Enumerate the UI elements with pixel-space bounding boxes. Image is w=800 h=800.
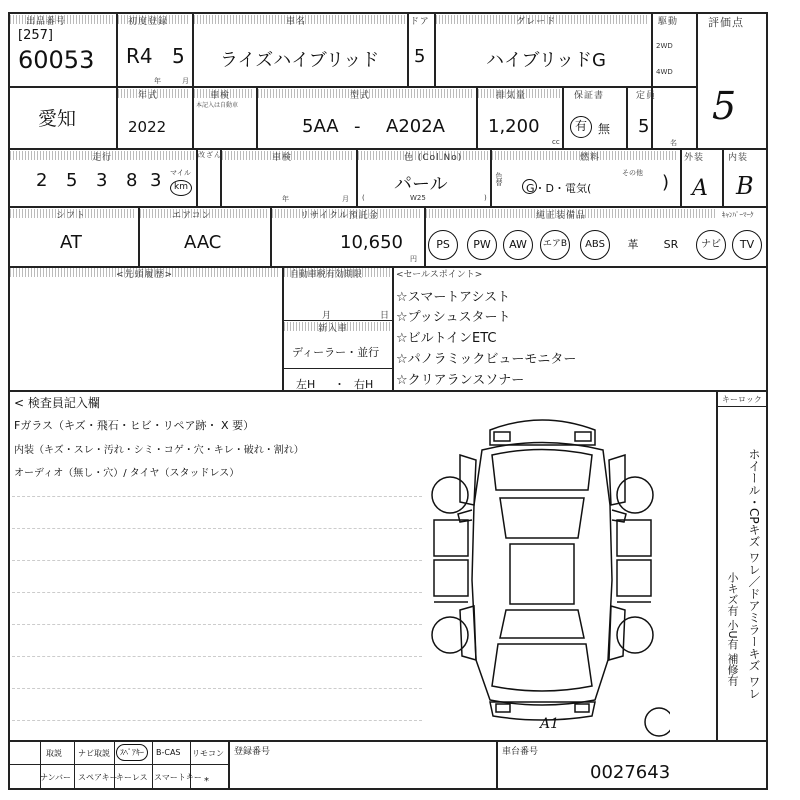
grade-header: グレード (516, 17, 557, 27)
inspector-line-audio: オーディオ（無し・穴）/ タイヤ（スタッドレス） (14, 468, 240, 479)
aircon-header: エアコン (172, 211, 212, 221)
inspector-line-glass: Fガラス（キズ・飛石・ヒビ・リペア跡・ X 要） (14, 419, 255, 432)
displacement-value: 1,200 (488, 116, 540, 137)
hline (8, 764, 228, 765)
drive-header: 駆動 (658, 17, 679, 27)
type-prefix: 5AA (302, 116, 339, 137)
handle-right: 右H (354, 378, 374, 391)
recycle-value: 10,650 (340, 232, 403, 253)
handle-left: 左H (296, 378, 316, 391)
inspection-header: 車検 (210, 91, 231, 101)
color-change: 色替 (495, 172, 503, 186)
mileage-header: 走行 (92, 153, 113, 163)
tax-month: 月 (322, 311, 332, 321)
equipment-pw: PW (467, 230, 497, 260)
vline (626, 86, 628, 148)
sales-point-2: ☆プッシュスタート (396, 310, 511, 325)
equipment-airbag: エアB (540, 230, 570, 260)
equipment-leather: 革 (627, 238, 639, 251)
equipment-sr: SR (663, 238, 679, 251)
color-code: W25 (410, 194, 426, 202)
capacity-unit: 名 (670, 139, 677, 147)
border-left (8, 12, 10, 790)
car-damage-diagram (420, 410, 670, 740)
bottom-bcas: B-CAS (156, 748, 181, 757)
expiry-header: 車検 (272, 153, 293, 163)
row-line-3 (8, 206, 768, 208)
bottom-number: ナンバー (40, 773, 72, 782)
inspection-note: 本記入は自動車 (196, 102, 239, 109)
int-header: 内装 (728, 153, 749, 163)
bottom-smart-key: スマートキー (154, 773, 202, 782)
vline (392, 266, 394, 390)
model-year: 2022 (128, 118, 167, 136)
unit-km: km (170, 180, 192, 196)
mileage-digit-1: 2 (36, 170, 48, 191)
lot-prefix: [257] (18, 28, 53, 43)
handle-dot: ・ (334, 378, 345, 391)
vline (716, 390, 718, 740)
bottom-keyless: キーレス (116, 773, 148, 782)
vline (496, 740, 498, 790)
vline (696, 12, 698, 148)
first-reg-era: R4 (126, 44, 153, 68)
inspector-header: < 検査員記入欄 (14, 396, 100, 410)
inspector-line-interior: 内装（キズ・スレ・汚れ・シミ・コゲ・穴・キレ・破れ・割れ） (14, 445, 304, 456)
expiry-month: 月 (342, 195, 349, 203)
vline (407, 12, 409, 86)
equipment-aw: AW (503, 230, 533, 260)
warranty-header: 保証書 (574, 91, 605, 101)
dealer-value: ディーラー・並行 (292, 346, 380, 359)
sales-point-1: ☆スマートアシスト (396, 290, 511, 305)
vline (74, 740, 75, 790)
vline (722, 148, 724, 206)
doors-value: 5 (414, 46, 426, 67)
sales-point-3: ☆ビルトインETC (396, 331, 497, 346)
row-line-5 (8, 390, 768, 392)
equipment-header: 純正装備品 (536, 211, 587, 221)
type-code: A202A (386, 116, 445, 137)
displacement-header: 排気量 (496, 91, 527, 101)
vline (651, 12, 653, 148)
grade-value: ハイブリッドG (486, 50, 606, 71)
unit-mile: マイル (170, 169, 191, 177)
fuel-other: その他 (622, 169, 643, 177)
chassis-number: 0027643 (590, 762, 671, 783)
rewind-header: 改ざん (198, 151, 222, 159)
sales-point-5: ☆クリアランスソナー (396, 373, 525, 388)
score-value: 5 (712, 84, 737, 128)
doors-header: ドア (410, 17, 430, 27)
type-header: 型式 (350, 91, 371, 101)
fuel-close: ) (662, 172, 670, 193)
bottom-spare: スペアキー (78, 773, 118, 782)
bottom-navi-manual: ナビ取説 (78, 749, 110, 758)
mileage-digit-2: 5 (66, 170, 78, 191)
fuel-options: G・D・電気( (526, 182, 592, 195)
sales-points-header: <セールスポイント> (396, 270, 483, 280)
type-dash: - (354, 116, 361, 137)
row-line-2 (8, 148, 768, 150)
border-bottom (8, 788, 768, 790)
vline (152, 740, 153, 790)
keylock-header: キーロック (722, 395, 762, 404)
lot-number: 60053 (18, 46, 95, 74)
warranty-yes: 有 (570, 116, 592, 138)
color-paren-open: ( (362, 194, 365, 202)
vline (116, 12, 118, 148)
border-top (8, 12, 768, 14)
hline (282, 368, 392, 369)
score-header: 評価点 (708, 16, 744, 29)
car-name: ライズハイブリッド (220, 50, 380, 71)
vline (680, 148, 682, 206)
mileage-digit-5: 3 (150, 170, 162, 191)
cabin-header: ｷｬﾝﾊﾟｰﾏｰｸ (722, 211, 754, 219)
side-note-2: 小キズ有 小U有 補修有 (726, 572, 739, 687)
fuel-header: 燃料 (580, 153, 601, 163)
equipment-tv: TV (732, 230, 762, 260)
shift-value: AT (60, 232, 82, 253)
equipment-navi: ナビ (696, 230, 726, 260)
vline (228, 740, 230, 790)
shift-header: シフト (56, 211, 87, 221)
border-right (766, 12, 768, 790)
diagram-mark: A1 (540, 716, 560, 732)
car-name-header: 車名 (286, 17, 307, 27)
hline (716, 406, 768, 407)
location: 愛知 (38, 108, 77, 130)
int-score: B (736, 172, 754, 200)
color-name: パール (394, 174, 448, 195)
model-year-header: 年式 (138, 91, 159, 101)
tax-day: 日 (380, 311, 390, 321)
new-car-header: 新入車 (318, 324, 349, 334)
vline (192, 12, 194, 148)
expiry-year: 年 (282, 195, 289, 203)
capacity-header: 定員 (636, 91, 657, 101)
bottom-remote: リモコン (192, 749, 224, 758)
aircon-value: AAC (184, 232, 222, 253)
recycle-unit: 円 (410, 255, 417, 263)
equipment-abs: ABS (580, 230, 610, 260)
chassis-header: 車台番号 (502, 747, 539, 757)
first-reg-month: 5 (172, 44, 185, 68)
ext-score: A (692, 176, 708, 201)
year-unit: 年 (154, 77, 161, 85)
color-paren-close: ) (484, 194, 487, 202)
equipment-ps: PS (428, 230, 458, 260)
drive-2wd: 2WD (656, 42, 673, 50)
bottom-manual: 取説 (46, 749, 62, 758)
first-reg-header: 初度登録 (128, 17, 169, 27)
row-line-6 (8, 740, 768, 742)
recycle-header: リサイクル預託金 (300, 211, 379, 221)
side-note-1: ホイール・CPキズ ワレ／ドアミラーキズ ワレ (747, 448, 761, 700)
sales-point-4: ☆パノラミックビューモニター (396, 352, 577, 367)
auto-tax-header: 自動車税有効期限 (290, 270, 363, 280)
bottom-spare-key: ｽﾍﾟｱｷｰ (116, 744, 148, 761)
mileage-digit-3: 3 (96, 170, 108, 191)
month-unit: 月 (182, 77, 189, 85)
history-header: <先頭履歴> (116, 270, 174, 280)
mileage-digit-4: 8 (126, 170, 138, 191)
warranty-no: 無 (598, 122, 611, 136)
capacity-value: 5 (638, 116, 650, 137)
ext-header: 外装 (684, 153, 705, 163)
color-header: 色 (Col.No) (404, 153, 463, 163)
reg-no-header: 登録番号 (234, 747, 271, 757)
drive-4wd: 4WD (656, 68, 673, 76)
displacement-unit: cc (552, 138, 560, 146)
vline (562, 86, 564, 148)
lot-header: 出品番号 (26, 17, 67, 27)
bottom-mark: * (204, 776, 209, 787)
